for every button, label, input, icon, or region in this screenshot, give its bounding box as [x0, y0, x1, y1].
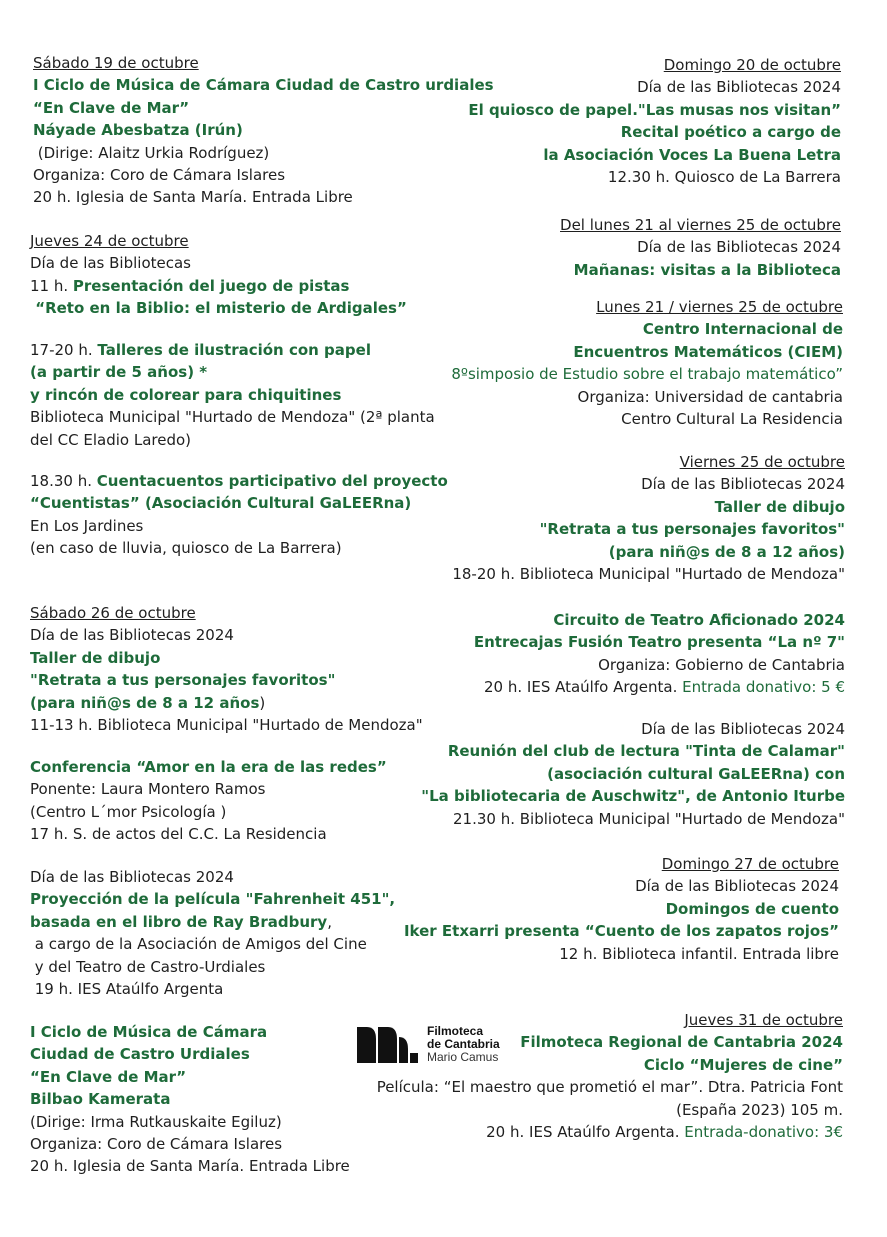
logo-line: Filmoteca: [427, 1024, 484, 1038]
event-title: Conferencia “Amor en la era de las redes”: [30, 758, 387, 776]
filmoteca-logo-text: [427, 1025, 500, 1064]
event-left-6: [30, 756, 387, 846]
event-title: Filmoteca Regional de Cantabria 2024: [520, 1033, 843, 1052]
event-detail: a cargo de la Asociación de Amigos del Cine: [30, 935, 367, 954]
event-date: Sábado 26 de octubre: [30, 604, 196, 622]
event-title: y rincón de colorear para chiquitines: [30, 385, 342, 404]
event-title: Circuito de Teatro Aficionado 2024: [553, 611, 845, 629]
event-detail: 18-20 h. Biblioteca Municipal "Hurtado de Mendoza": [452, 565, 845, 584]
event-detail: 12.30 h. Quiosco de La Barrera: [607, 168, 841, 187]
event-detail: 20 h. IES Ataúlfo Argenta.: [484, 678, 683, 697]
event-title: Recital poético a cargo de: [620, 123, 841, 142]
event-title: Ciudad de Castro Urdiales: [30, 1045, 250, 1064]
event-title: I Ciclo de Música de Cámara: [30, 1023, 268, 1041]
event-left-2: [30, 230, 407, 320]
event-title: I Ciclo de Música de Cámara Ciudad de Castro urdiales: [33, 76, 494, 95]
event-detail: 21.30 h. Biblioteca Municipal "Hurtado de Mendoza": [453, 809, 845, 828]
event-detail: (Centro L´mor Psicología ): [30, 802, 227, 821]
event-detail: 17 h. S. de actos del C.C. La Residencia: [30, 825, 327, 844]
event-title: la Asociación Voces La Buena Letra: [543, 145, 841, 164]
event-detail: (en caso de lluvia, quiosco de La Barrera): [30, 539, 342, 558]
event-price: Entrada donativo: 5 €: [682, 678, 845, 697]
event-title: “En Clave de Mar”: [30, 1067, 187, 1086]
event-title: Taller de dibujo: [714, 497, 845, 516]
event-title: “En Clave de Mar”: [33, 98, 190, 117]
event-title: “Reto en la Biblio: el misterio de Ardigales”: [30, 299, 407, 318]
event-date: Sábado 19 de octubre: [33, 54, 199, 72]
event-right-3: [451, 296, 843, 430]
event-title: Náyade Abesbatza (Irún): [33, 121, 243, 140]
event-detail: 20 h. Iglesia de Santa María. Entrada Libre: [30, 1157, 350, 1176]
event-title: Bilbao Kamerata: [30, 1090, 171, 1109]
event-detail: Organiza: Universidad de cantabria: [577, 387, 843, 406]
event-title: Talleres de ilustración con papel: [97, 341, 371, 359]
event-detail: Organiza: Coro de Cámara Islares: [33, 166, 286, 185]
event-detail: Día de las Bibliotecas 2024: [637, 78, 841, 97]
event-date: Jueves 31 de octubre: [684, 1011, 843, 1029]
event-right-4: [452, 451, 845, 585]
event-date: Domingo 20 de octubre: [663, 56, 841, 74]
event-detail: Día de las Bibliotecas 2024: [30, 626, 234, 645]
event-detail: Día de las Bibliotecas 2024: [641, 720, 845, 738]
event-detail: 8ºsimposio de Estudio sobre el trabajo matemático”: [451, 365, 843, 384]
event-detail: Organiza: Gobierno de Cantabria: [598, 655, 845, 674]
event-right-6: [421, 718, 845, 830]
event-detail: 20 h. IES Ataúlfo Argenta.: [486, 1123, 685, 1142]
event-time: 11 h.: [30, 276, 73, 295]
event-title: Taller de dibujo: [30, 648, 161, 667]
event-title: "La bibliotecaria de Auschwitz", de Antonio Iturbe: [421, 787, 845, 806]
event-date: Viernes 25 de octubre: [679, 453, 845, 471]
event-detail: Ponente: Laura Montero Ramos: [30, 780, 266, 799]
event-left-5: [30, 602, 423, 736]
event-title: Entrecajas Fusión Teatro presenta “La nº 7": [473, 633, 845, 652]
event-title-end: ,: [327, 912, 332, 931]
event-detail: (Dirige: Alaitz Urkia Rodríguez): [33, 143, 270, 162]
event-date: Domingo 27 de octubre: [661, 855, 839, 873]
event-detail: Película: “El maestro que prometió el mar”. Dtra. Patricia Font: [376, 1078, 843, 1097]
event-left-3: [30, 339, 435, 451]
event-left-7: [30, 866, 395, 1000]
event-detail: y del Teatro de Castro-Urdiales: [30, 957, 266, 976]
event-title: (para niñ@s de 8 a 12 años): [608, 542, 845, 561]
event-title: Centro Internacional de: [642, 320, 843, 339]
event-title: Proyección de la película "Fahrenheit 451",: [30, 890, 396, 909]
event-detail: Día de las Bibliotecas 2024: [641, 475, 845, 494]
event-date: Del lunes 21 al viernes 25 de octubre: [560, 216, 841, 234]
event-detail: Día de las Bibliotecas: [30, 254, 191, 273]
event-title: Iker Etxarri presenta “Cuento de los zapatos rojos”: [403, 922, 839, 941]
event-title: Domingos de cuento: [665, 899, 839, 918]
event-detail: Día de las Bibliotecas 2024: [637, 238, 841, 257]
event-right-5: [474, 609, 845, 699]
event-title: (asociación cultural GaLEERna) con: [547, 764, 845, 783]
event-detail: En Los Jardines: [30, 516, 144, 535]
event-title: (para niñ@s de 8 a 12 años: [30, 693, 260, 712]
event-title: Ciclo “Mujeres de cine”: [643, 1055, 843, 1074]
event-detail: Centro Cultural La Residencia: [621, 410, 843, 429]
event-title: El quiosco de papel."Las musas nos visitan”: [468, 100, 841, 119]
event-title: (a partir de 5 años) *: [30, 363, 208, 382]
logo-line: Mario Camus: [427, 1050, 499, 1064]
event-right-1: [468, 54, 841, 188]
event-title: basada en el libro de Ray Bradbury: [30, 912, 328, 931]
event-title-end: ): [259, 693, 266, 712]
event-title: Presentación del juego de pistas: [72, 276, 350, 295]
event-detail: (Dirige: Irma Rutkauskaite Egiluz): [30, 1112, 282, 1131]
event-title: "Retrata a tus personajes favoritos": [30, 671, 336, 690]
event-right-2: [560, 214, 841, 281]
event-detail: Día de las Bibliotecas 2024: [635, 877, 839, 896]
event-right-7: [404, 853, 839, 965]
event-title: Cuentacuentos participativo del proyecto: [96, 472, 448, 490]
event-detail: 20 h. Iglesia de Santa María. Entrada Libre: [33, 188, 353, 207]
event-title: Mañanas: visitas a la Biblioteca: [573, 260, 841, 279]
event-detail: 19 h. IES Ataúlfo Argenta: [30, 980, 224, 999]
event-detail: Organiza: Coro de Cámara Islares: [30, 1135, 283, 1154]
event-detail: (España 2023) 105 m.: [676, 1100, 843, 1119]
event-date: Lunes 21 / viernes 25 de octubre: [596, 298, 843, 316]
event-price: Entrada-donativo: 3€: [684, 1123, 843, 1142]
event-detail: Biblioteca Municipal "Hurtado de Mendoza" (2ª planta: [30, 408, 435, 427]
event-detail: 12 h. Biblioteca infantil. Entrada libre: [559, 944, 839, 963]
event-title: “Cuentistas” (Asociación Cultural GaLEERna): [30, 494, 412, 513]
event-left-1: [33, 52, 494, 209]
event-detail: del CC Eladio Laredo): [30, 430, 192, 449]
event-title: Encuentros Matemáticos (CIEM): [573, 342, 843, 361]
event-time: 18.30 h.: [30, 472, 97, 490]
event-title: Reunión del club de lectura "Tinta de Calamar": [447, 742, 845, 761]
filmoteca-bars-icon: [357, 1027, 419, 1063]
event-title: "Retrata a tus personajes favoritos": [539, 520, 845, 539]
event-detail: 11-13 h. Biblioteca Municipal "Hurtado de Mendoza": [30, 716, 423, 735]
event-time: 17-20 h.: [30, 341, 98, 359]
logo-line: de Cantabria: [427, 1037, 500, 1051]
event-left-4: [30, 470, 448, 560]
filmoteca-logo: [357, 1022, 517, 1068]
event-detail: Día de las Bibliotecas 2024: [30, 868, 234, 886]
event-left-8: [30, 1021, 350, 1178]
event-date: Jueves 24 de octubre: [30, 232, 189, 250]
